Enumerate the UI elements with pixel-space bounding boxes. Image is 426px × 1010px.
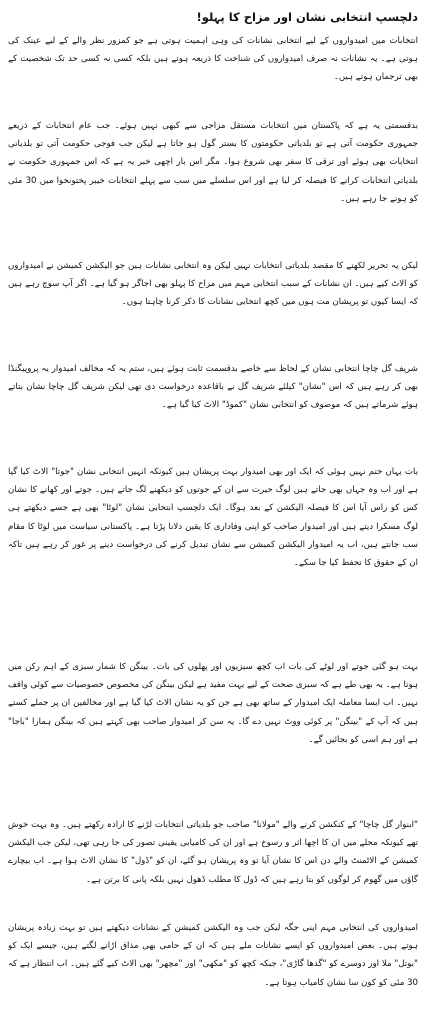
article-paragraph: بہت ہو گئی جوتے اور لوٹے کی بات اب کچھ سبزیوں اور پھلوں کی بات۔ بینگن کا شمار سبزی کے اہم رکن میں ہوتا ہے۔ یہ بھی طے ہے کہ سبزی صحت کے لیے بہت مفید ہے لیکن بینگن کی مخصوص خصوصیات سے کوئی واقف نہیں۔ اب ایسا معاملہ ایک امیدوار کے ساتھ بھی ہے جن کو یہ نشان الاٹ کیا گیا ہے اور مخالفین ان پر جملے کستے ہیں کہ آپ کے "بینگن" پر کوئی ووٹ نہیں دے گا۔ یہ سن کر امیدوار صاحب بھی کہتے ہیں کہ بینگن ہمارا "باجا" ہے اور ہم اسی کو بجائیں گے۔ [8,662,418,745]
article-paragraph: شریف گل چاچا انتخابی نشان کے لحاظ سے خاصے بدقسمت ثابت ہوئے ہیں، ستم یہ کہ مخالف امیدوار یہ پروپیگنڈا بھی کر رہے ہیں کہ اس "نشان" کیلئے شریف گل نے باقاعدہ درخواست دی تھی لیکن شریف گل چاچا نشان بتاتے ہوئے شرماتے ہیں کہ موصوف کو انتخابی نشان "کموڈ" الاٹ کیا گیا ہے۔ [8,364,418,411]
article-paragraph: لیکن یہ تحریر لکھنے کا مقصد بلدیاتی انتخابات نہیں لیکن وہ انتخابی نشانات ہیں جو الیکشن کمیشن نے امیدواروں کو الاٹ کیے ہیں۔ ان نشانات کے سبب انتخابی مہم میں مزاح کا پہلو بھی اجاگر ہو گیا ہے۔ اگر آپ سوچ رہے ہیں کہ ایسا کیوں تو پریشان مت ہوں میں کچھ انتخابی نشانات کا ذکر کرنا چاہتا ہوں۔ [8,261,418,308]
article-title: دلچسپ انتخابی نشان اور مزاح کا پہلو! [196,10,418,24]
article-paragraph: بات یہاں ختم نہیں ہوئی کہ ایک اور بھی امیدوار بہت پریشان ہیں کیونکہ انہیں انتخابی نشان "جوتا" الاٹ کیا گیا ہے اور اب وہ جہاں بھی جاتے ہیں لوگ حیرت سے ان کے جوتوں کو دیکھنے لگ جاتے ہیں۔ جوتے اور کھانے کا نشان کس کو راس آیا اس کا فیصلہ الیکشن کے بعد ہوگا۔ ایک دلچسپ انتخابی نشان "لوٹا" بھی ہے جسے دیکھتے ہی لوگ مسکرا دیتے ہیں اور امیدوار صاحب کو اپنی وفاداری کا یقین دلانا پڑتا ہے۔ پاکستانی سیاست میں لوٹا کا مقام سب جانتے ہیں، اب یہ امیدوار الیکشن کمیشن سے نشان تبدیل کرنے کی درخواست دینے پر غور کر رہے ہیں تاکہ ان کے حقوق کا تحفظ کیا جا سکے۔ [8,467,418,569]
article-paragraph: انتخابات میں امیدواروں کے لیے انتخابی نشانات کی وہی اہمیت ہوتی ہے جو کمزور نظر والے کے لیے عینک کی ہوتی ہے۔ یہ نشانات نہ صرف امیدواروں کی شناخت کا ذریعہ ہوتے ہیں بلکہ کسی نہ کسی حد تک شخصیت کے بھی ترجمان ہوتے ہیں۔ [8,36,418,83]
article-paragraph: "ابنوار گل چاچا" کے کنکشن کرنے والے "مولانا" صاحب جو بلدیاتی انتخابات لڑنے کا ارادہ رکھتے ہیں۔ وہ بہت خوش تھے کیونکہ محلے میں ان کا اچھا اثر و رسوخ ہے اور ان کی کامیابی یقینی تصور کی جا رہی تھی، لیکن جب الیکشن کمیشن کے الاٹمنٹ والے دن اس کا نشان آیا تو وہ پریشان ہو گئے، ان کو "ڈول" کا نشان الاٹ ہوا ہے۔ اب بیچارے گاؤں میں گھوم کر لوگوں کو بتا رہے ہیں کہ ڈول کا مطلب ڈھول نہیں بلکہ پانی کا برتن ہے۔ [8,820,418,885]
article-paragraph: بدقسمتی یہ ہے کہ پاکستان میں انتخابات مستقل مزاجی سے کبھی نہیں ہوئے۔ جب عام انتخابات کے ذریعے جمہوری حکومت آتی ہے تو بلدیاتی حکومتوں کا بستر گول ہو جاتا ہے لیکن جب فوجی حکومت آتی تو بلدیاتی انتخابات بھی ہوئے اور ترقی کا سفر بھی شروع ہوا۔ مگر اس بار اچھی خبر یہ ہے کہ اس جمہوری حکومت نے بلدیاتی انتخابات کرانے کا فیصلہ کر لیا ہے اور اس سلسلے میں سب سے پہلے انتخابات خیبر پختونخوا میں 30 مئی کو ہونے جا رہے ہیں۔ [8,121,418,204]
article-paragraph: امیدواروں کی انتخابی مہم اپنی جگہ لیکن جب وہ الیکشن کمیشن کے نشانات دیکھتے ہیں تو بہت زیادہ پریشان ہوتے ہیں۔ بعض امیدواروں کو ایسے نشانات ملے ہیں کہ ان کے حامی بھی مذاق اڑانے لگتے ہیں، جیسے ایک کو "بوتل" ملا اور دوسرے کو "گدھا گاڑی"، جبکہ کچھ کو "مکھی" اور "مچھر" بھی الاٹ کیے گئے ہیں۔ اب انتظار ہے کہ 30 مئی کو کون سا نشان کامیاب ہوتا ہے۔ [8,923,418,988]
